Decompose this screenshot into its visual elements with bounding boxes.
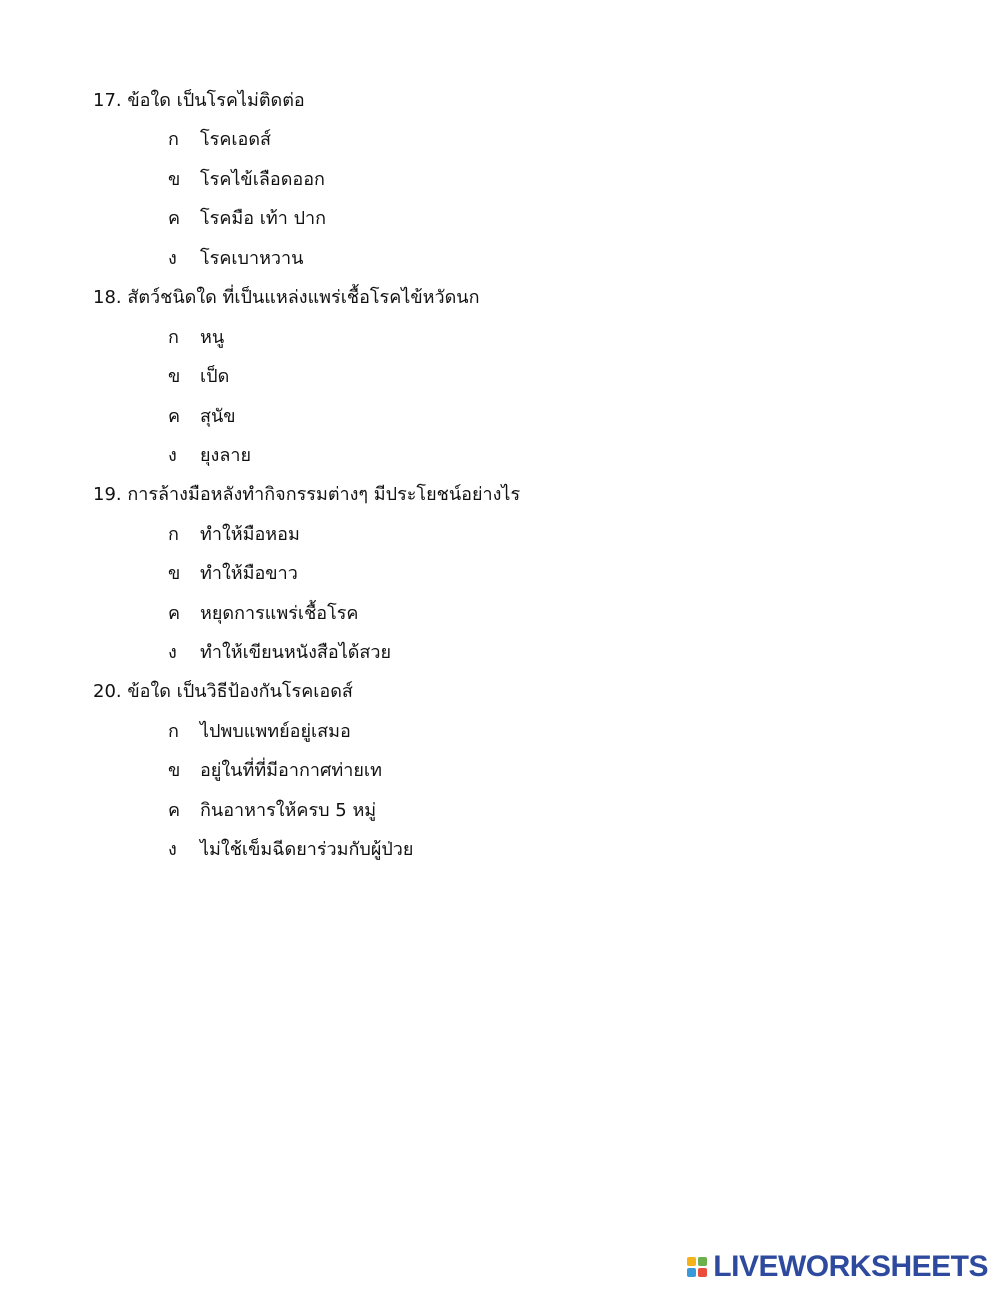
q19-choice-a (168, 523, 300, 547)
question-18: 18. สัตว์ชนิดใด ที่เป็นแหล่งแพร่เชื้อโรคไข้หวัดนก (93, 287, 480, 308)
choice-letter: ง (168, 642, 177, 663)
choice-text: หนู (200, 327, 225, 348)
q20-choice-c (168, 799, 376, 823)
q17-choice-c (168, 207, 326, 231)
liveworksheets-logo-icon (687, 1257, 707, 1277)
question-19: 19. การล้างมือหลังทำกิจกรรมต่างๆ มีประโยชน์อย่างไร (93, 484, 521, 505)
choice-letter: ก (168, 327, 179, 348)
choice-text: โรคเอดส์ (200, 129, 272, 150)
question-20: 20. ข้อใด เป็นวิธีป้องกันโรคเอดส์ (93, 681, 353, 702)
choice-letter: ง (168, 839, 177, 860)
choice-text: ไปพบแพทย์อยู่เสมอ (200, 721, 351, 742)
choice-letter: ข (168, 563, 181, 584)
choice-letter: ง (168, 445, 177, 466)
choice-letter: ข (168, 169, 181, 190)
choice-letter: ค (168, 603, 181, 624)
q19-choice-c (168, 602, 358, 626)
logo-square-icon (687, 1268, 696, 1277)
choice-letter: ก (168, 721, 179, 742)
choice-letter: ก (168, 524, 179, 545)
choice-text: ทำให้เขียนหนังสือได้สวย (200, 642, 392, 663)
q17-choice-d (168, 247, 303, 271)
logo-square-icon (698, 1268, 707, 1277)
liveworksheets-brand (687, 1252, 988, 1282)
brand-wordmark: LIVEWORKSHEETS (713, 1250, 988, 1283)
choice-letter: ค (168, 406, 181, 427)
choice-text: กินอาหารให้ครบ 5 หมู่ (200, 800, 377, 821)
choice-letter: ก (168, 129, 179, 150)
q17-choice-b (168, 168, 325, 192)
q18-choice-b (168, 365, 229, 389)
choice-text: โรคมือ เท้า ปาก (200, 208, 327, 229)
choice-text: หยุดการแพร่เชื้อโรค (200, 603, 359, 624)
choice-letter: ค (168, 208, 181, 229)
q17-choice-a (168, 128, 271, 152)
choice-text: ทำให้มือหอม (200, 524, 300, 545)
q20-choice-d (168, 838, 413, 862)
logo-square-icon (687, 1257, 696, 1266)
choice-text: ทำให้มือขาว (200, 563, 298, 584)
q18-choice-d (168, 444, 251, 468)
q18-choice-c (168, 405, 236, 429)
choice-text: อยู่ในที่ที่มีอากาศท่ายเท (200, 760, 382, 781)
q20-choice-b (168, 759, 382, 783)
choice-text: สุนัข (200, 406, 236, 427)
logo-square-icon (698, 1257, 707, 1266)
q19-choice-d (168, 641, 391, 665)
choice-text: โรคไข้เลือดออก (200, 169, 325, 190)
choice-letter: ง (168, 248, 177, 269)
question-17: 17. ข้อใด เป็นโรคไม่ติดต่อ (93, 90, 305, 111)
choice-text: ยุงลาย (200, 445, 252, 466)
q18-choice-a (168, 326, 224, 350)
choice-text: โรคเบาหวาน (200, 248, 304, 269)
choice-letter: ข (168, 366, 181, 387)
choice-letter: ข (168, 760, 181, 781)
q19-choice-b (168, 562, 298, 586)
choice-letter: ค (168, 800, 181, 821)
choice-text: เป็ด (200, 366, 230, 387)
q20-choice-a (168, 720, 351, 744)
choice-text: ไม่ใช้เข็มฉีดยาร่วมกับผู้ป่วย (200, 839, 414, 860)
